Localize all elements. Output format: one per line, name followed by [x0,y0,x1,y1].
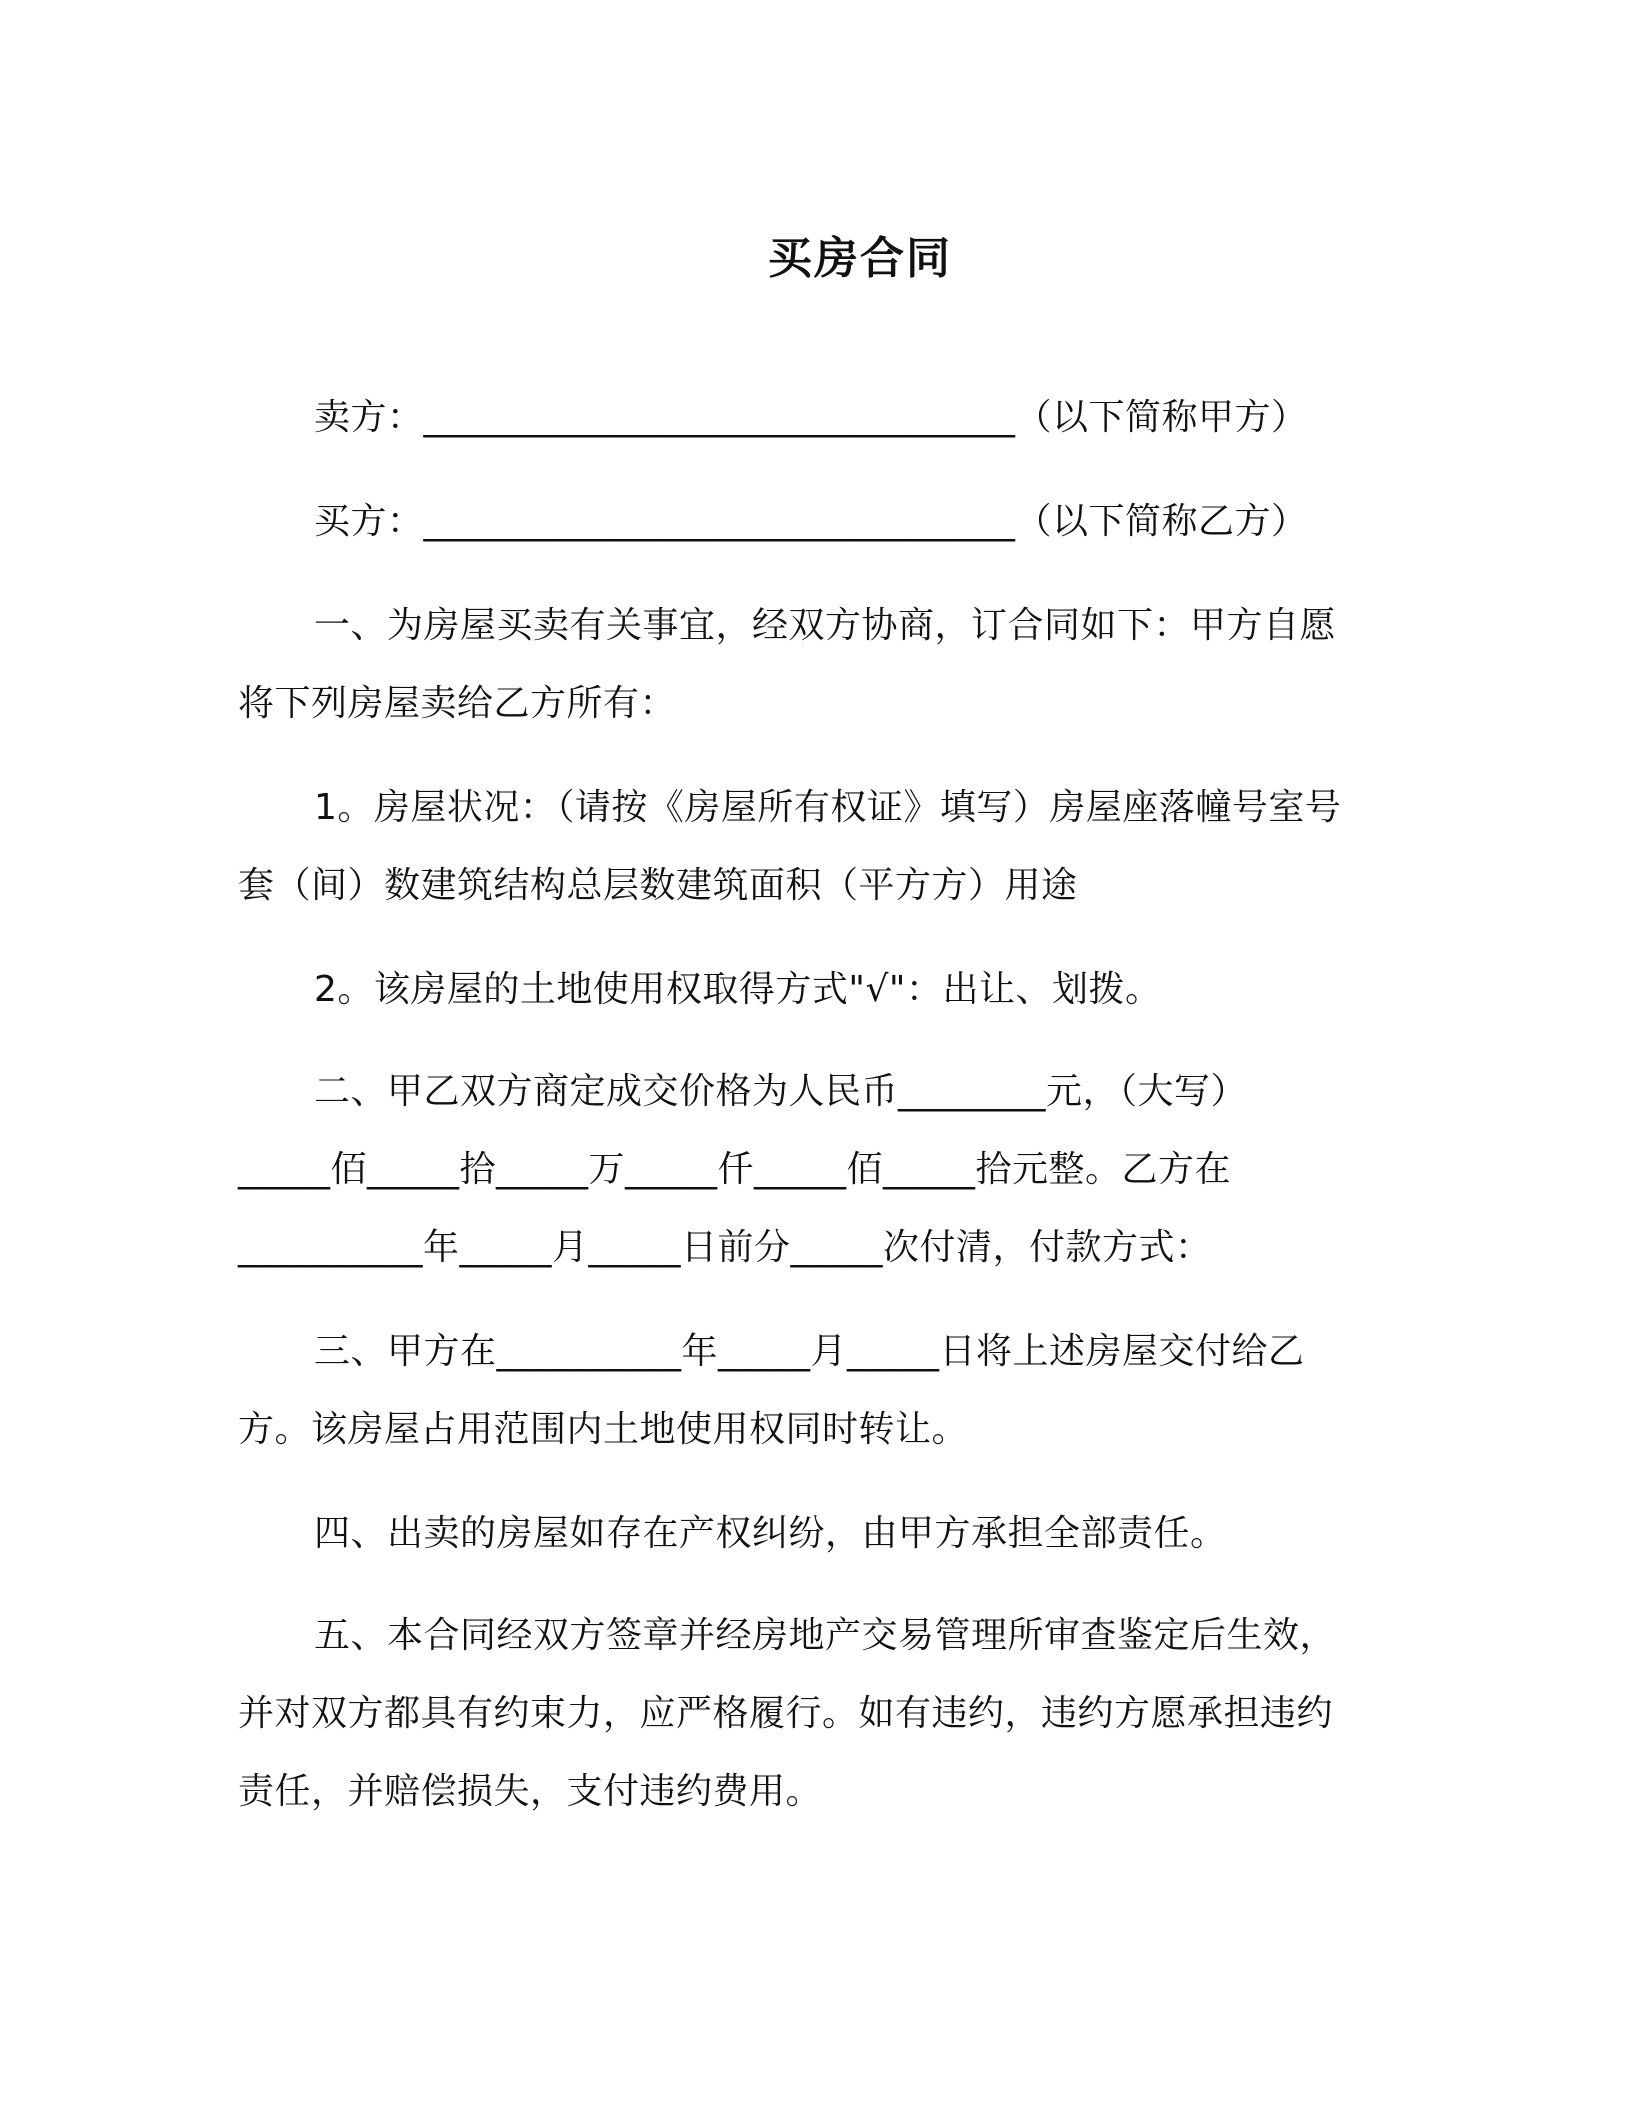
item-1-line-2: 套（间）数建筑结构总层数建筑面积（平方方）用途 [238,865,1078,906]
item-2-line: 2。该房屋的土地使用权取得方式"√"：出让、划拨。 [314,969,1162,1010]
seller-line: 卖方：________________________________（以下简称甲方） [314,397,1308,438]
clause-1-line-1: 一、为房屋买卖有关事宜，经双方协商，订合同如下：甲方自愿 [314,605,1337,646]
clause-3-line-1: 三、甲方在__________年_____月_____日将上述房屋交付给乙 [314,1331,1305,1372]
clause-2-line-2: _____佰_____拾_____万_____仟_____佰_____拾元整。乙方在 [238,1149,1232,1190]
document-title: 买房合同 [768,233,952,284]
clause-5-line-1: 五、本合同经双方签章并经房地产交易管理所审查鉴定后生效， [314,1615,1337,1656]
clause-5-line-3: 责任，并赔偿损失，支付违约费用。 [238,1771,823,1812]
clause-5-line-2: 并对双方都具有约束力，应严格履行。如有违约，违约方愿承担违约 [238,1693,1334,1734]
clause-4-line: 四、出卖的房屋如存在产权纠纷，由甲方承担全部责任。 [314,1513,1227,1554]
clause-1-line-2: 将下列房屋卖给乙方所有： [238,683,677,724]
buyer-line: 买方：________________________________（以下简称乙方） [314,501,1308,542]
clause-2-line-3: __________年_____月_____日前分_____次付清，付款方式： [238,1227,1212,1268]
clause-2-line-1: 二、甲乙双方商定成交价格为人民币________元，（大写） [314,1071,1248,1112]
clause-3-line-2: 方。该房屋占用范围内土地使用权同时转让。 [238,1409,969,1450]
item-1-line-1: 1。房屋状况：（请按《房屋所有权证》填写）房屋座落幢号室号 [314,787,1342,828]
